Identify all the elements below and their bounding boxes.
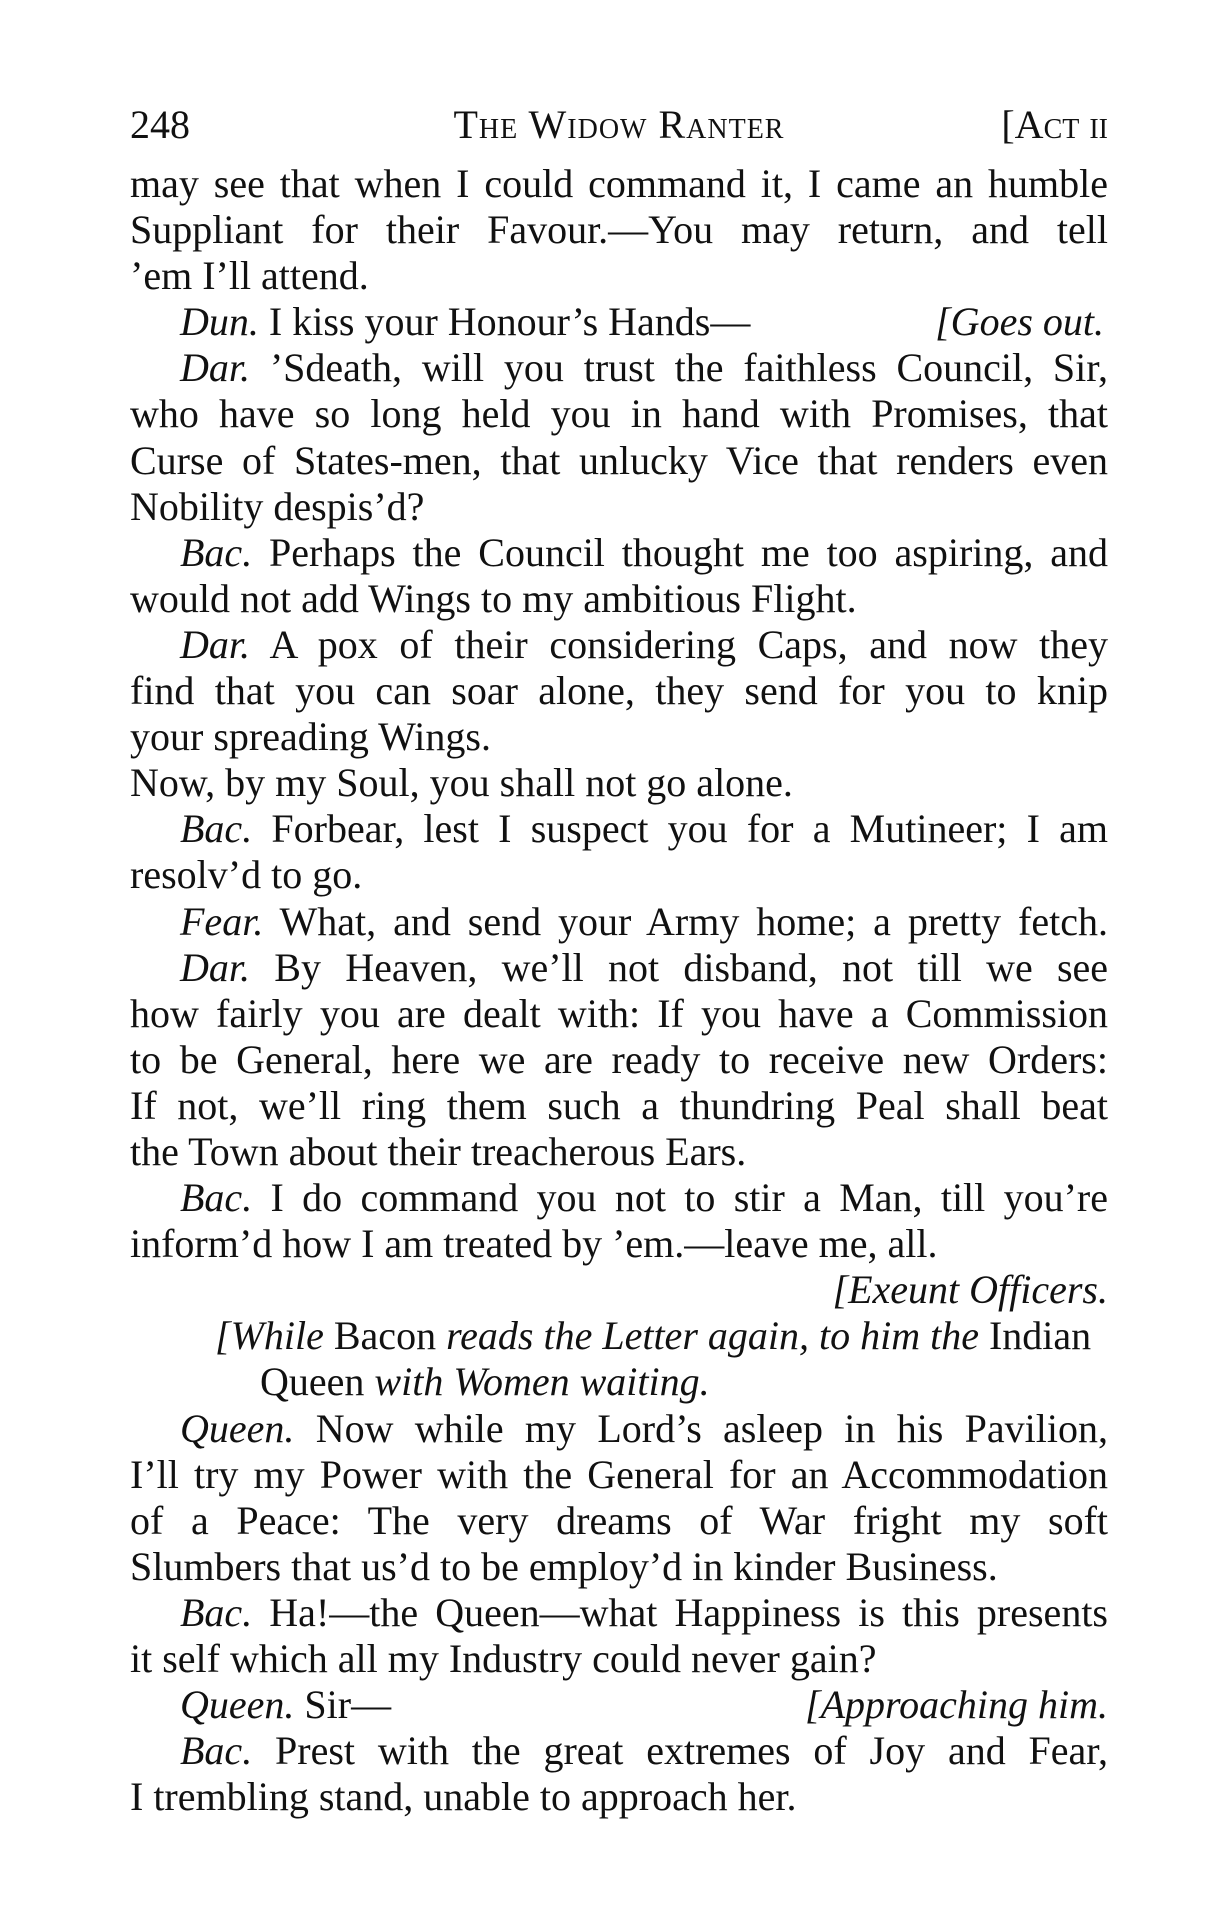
text-line: of a Peace: The very dreams of War fright my soft xyxy=(130,1497,1108,1543)
speech-line xyxy=(130,1590,1108,1636)
speech-text: Now while my Lord’s asleep in his Pavilion, xyxy=(315,1405,1109,1451)
stage-direction-line xyxy=(130,1313,1108,1359)
text-line: it self which all my Industry could never gain? xyxy=(130,1636,877,1681)
text-line: Curse of States-men, that unlucky Vice that renders even xyxy=(130,437,1108,483)
text-line: how fairly you are dealt with: If you have a Commission xyxy=(130,990,1108,1036)
text-line: Slumbers that us’d to be employ’d in kinder Business. xyxy=(130,1543,998,1589)
text-line: I trembling stand, unable to approach her. xyxy=(130,1774,797,1820)
speech-text: Sir— xyxy=(304,1682,392,1728)
speaker-name: Dar. xyxy=(180,621,251,667)
play-text xyxy=(130,161,1108,1820)
character-name: Bacon xyxy=(333,1313,437,1359)
speech-text: ’Sdeath, will you trust the faithless Council, Sir, xyxy=(269,345,1109,391)
speaker-name: Dar. xyxy=(180,345,251,391)
speech-line xyxy=(130,899,1108,945)
speaker-name: Bac. xyxy=(180,529,253,575)
text-line: inform’d how I am treated by ’em.—leave me, all. xyxy=(130,1221,938,1267)
speaker-name: Dar. xyxy=(180,944,251,990)
speaker-name: Queen. xyxy=(180,1405,295,1451)
speech-line xyxy=(130,622,1108,668)
speech-line xyxy=(130,945,1108,991)
speech-text: What, and send your Army home; a pretty fetch. xyxy=(279,898,1108,944)
speaker-name: Bac. xyxy=(180,1589,253,1635)
text-line: If not, we’ll ring them such a thundring Peal shall beat xyxy=(130,1082,1108,1128)
text-line: Nobility despis’d? xyxy=(130,483,425,529)
speech-line xyxy=(130,1406,1108,1452)
text-line: Now, by my Soul, you shall not go alone. xyxy=(130,760,793,806)
speech-line xyxy=(130,806,1108,852)
page-number: 248 xyxy=(130,102,190,147)
speech-line xyxy=(130,299,1108,345)
text-line: would not add Wings to my ambitious Flight. xyxy=(130,575,857,621)
act-marker: [Act ii xyxy=(1001,102,1108,147)
stage-direction: [Approaching him. xyxy=(805,1682,1108,1728)
speaker-name: Fear. xyxy=(180,898,264,944)
text-line: the Town about their treacherous Ears. xyxy=(130,1128,747,1174)
speech-text: Perhaps the Council thought me too aspiring, and xyxy=(269,529,1109,575)
stage-direction: with Women waiting. xyxy=(374,1359,710,1405)
stage-direction: reads the Letter again, to him the xyxy=(446,1313,979,1359)
text-line: Suppliant for their Favour.—You may return, and tell xyxy=(130,207,1108,253)
character-name: Indian xyxy=(988,1313,1092,1359)
speaker-name: Bac. xyxy=(180,1175,253,1221)
speech-line xyxy=(130,345,1108,391)
stage-direction-line xyxy=(130,1267,1108,1313)
text-line: to be General, here we are ready to receive new Orders: xyxy=(130,1036,1108,1082)
text-line: who have so long held you in hand with Promises, that xyxy=(130,391,1108,437)
speech-text: Ha!—the Queen—what Happiness is this presents xyxy=(269,1589,1108,1635)
speech-line xyxy=(130,530,1108,576)
character-name: Queen xyxy=(260,1359,365,1405)
speech-line xyxy=(130,1682,1108,1728)
speaker-name: Dun. xyxy=(180,299,259,345)
speech-text: A pox of their considering Caps, and now they xyxy=(269,621,1108,667)
speaker-name: Queen. xyxy=(180,1682,295,1728)
speaker-name: Bac. xyxy=(180,806,253,852)
text-line: I’ll try my Power with the General for an Accommodation xyxy=(130,1451,1108,1497)
running-title: The Widow Ranter xyxy=(453,102,785,147)
text-line: your spreading Wings. xyxy=(130,714,491,760)
speech-text: By Heaven, we’ll not disband, not till we see xyxy=(274,944,1109,990)
stage-direction: [Exeunt Officers. xyxy=(832,1267,1108,1313)
stage-direction: [Goes out. xyxy=(935,299,1104,345)
text-line: may see that when I could command it, I came an humble xyxy=(130,161,1108,206)
stage-direction-line xyxy=(130,1359,1108,1405)
speaker-name: Bac. xyxy=(180,1728,253,1774)
speech-line xyxy=(130,1175,1108,1221)
running-header xyxy=(130,95,1108,155)
text-line: find that you can soar alone, they send for you to knip xyxy=(130,668,1108,714)
speech-text: Prest with the great extremes of Joy and Fear, xyxy=(275,1728,1108,1774)
speech-text: Forbear, lest I suspect you for a Mutineer; I am xyxy=(271,806,1109,852)
speech-text: I kiss your Honour’s Hands— xyxy=(268,299,751,345)
text-line: resolv’d to go. xyxy=(130,852,363,898)
text-line: ’em I’ll attend. xyxy=(130,253,369,299)
stage-direction: [While xyxy=(215,1313,324,1359)
speech-line xyxy=(130,1728,1108,1774)
speech-text: I do command you not to stir a Man, till you’re xyxy=(270,1175,1108,1221)
